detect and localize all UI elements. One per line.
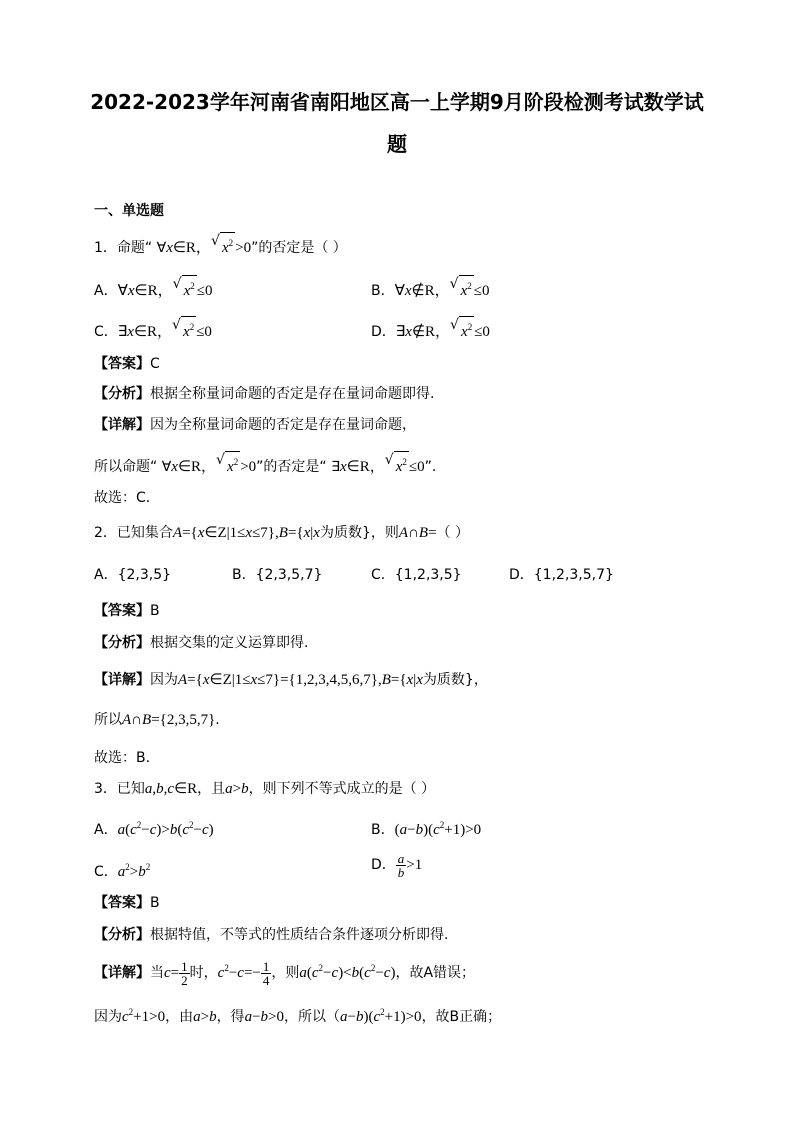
q1-option-d: D．∃x∉R， √ $x^2 \le 0$ [371,317,490,340]
q1-choose: 故选：C. [94,490,151,506]
q2-analysis: 【分析】根据交集的定义运算即得. [94,635,309,651]
section-heading: 一、单选题 [94,203,164,219]
question-1-stem: 1．命题“ ∀x∈R， √ $x^2 >0$”的否定是（ ） [94,233,347,256]
q1-detail-2: 所以命题“ ∀x∈R， √ $x^2 >0$”的否定是“ ∃x∈R， √ $x^2 \le 0$”. [94,452,437,475]
q3-option-d: D． $\frac{a}{b}$ >1 [371,851,423,880]
q2-detail: 【详解】因为A={x∈Z|1≤x≤7}={1,2,3,4,5,6,7},B={x|x为质数}， [94,672,488,688]
q2-option-b: B．{2,3,5,7} [232,567,323,583]
q2-option-c: C．{1,2,3,5} [371,567,462,583]
q1-stem-post: ”的否定是（ ） [251,240,347,256]
q1-detail: 【详解】因为全称量词命题的否定是存在量词命题， [94,417,416,433]
q2-option-a: A．{2,3,5} [94,567,172,583]
page-title-line2: 题 [387,132,407,156]
q1-option-a: A．∀x∈R， √ $x^2 \le 0$ [94,276,213,299]
q2-option-d: D．{1,2,3,5,7} [509,567,614,583]
q2-choose: 故选：B. [94,750,151,766]
q2-answer: 【答案】B [94,603,160,619]
question-2-stem: 2．已知集合A={x∈Z|1≤x≤7},B={x|x为质数}，则A∩B=（ ） [94,525,469,541]
q1-option-c: C．∃x∈R， √ $x^2 \le 0$ [94,317,212,340]
q3-analysis: 【分析】根据特值，不等式的性质结合条件逐项分析即得. [94,927,449,943]
q2-detail-2: 所以A∩B={2,3,5,7}. [94,712,220,728]
q1-answer: 【答案】C [94,356,160,372]
q1-option-b: B．∀x∉R， √ $x^2 \le 0$ [371,276,490,299]
page-title-line1: 2022-2023学年河南省南阳地区高一上学期9月阶段检测考试数学试 [90,90,704,114]
q1-analysis: 【分析】根据全称量词命题的否定是存在量词命题即得. [94,386,435,402]
q3-option-a: A．$a(c^2-c)>b(c^2-c)$ [94,820,214,838]
q3-answer: 【答案】B [94,895,160,911]
q3-detail-2: 因为$c^2+1>0$，由a>b，得a−b>0，所以$(a-b)(c^2+1)>0$，故B正确； [94,1007,502,1025]
q3-detail: 【详解】当c= $\frac{1}{2}$ 时，$c^2-c=-$ $\frac{1}{4}$ ，则$a(c^2-c)<b(c^2-c)$，故A错误； [94,959,476,989]
q3-option-c: C．$a^2>b^2$ [94,862,151,880]
question-3-stem: 3．已知a,b,c∈R，且a>b，则下列不等式成立的是（ ） [94,781,436,797]
q3-option-b: B．$(a-b)(c^2+1)>0$ [371,820,482,838]
q1-stem-pre: 1．命题“ ∀ [94,240,167,256]
